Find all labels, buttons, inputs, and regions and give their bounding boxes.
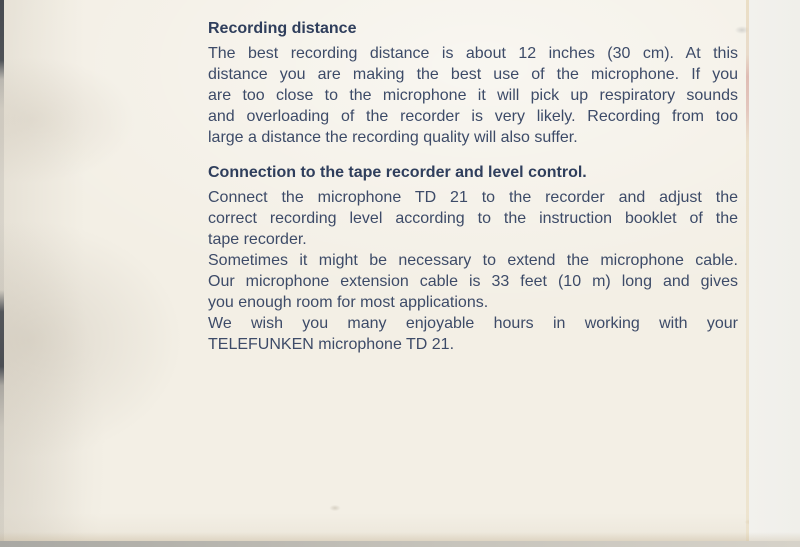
section-heading: Recording distance <box>208 20 357 37</box>
text-line: The best recording distance is about 12 inches (30 cm). At this <box>208 45 738 62</box>
adjacent-page-area <box>749 0 800 547</box>
text-line: large a distance the recording quality will also suffer. <box>208 129 578 146</box>
page-text <box>208 18 738 355</box>
paragraph <box>208 187 738 250</box>
text-line: TELEFUNKEN microphone TD 21. <box>208 336 455 353</box>
text-line: you enough room for most applications. <box>208 294 489 311</box>
text-line: Sometimes it might be necessary to extend the microphone cable. <box>208 252 738 269</box>
paragraph <box>208 43 738 148</box>
text-line: are too close to the microphone it will pick up respiratory sounds <box>208 87 738 104</box>
text-line: tape recorder. <box>208 231 307 248</box>
text-line: We wish you many enjoyable hours in working with your <box>208 315 738 332</box>
text-line: distance you are making the best use of the microphone. If you <box>208 66 738 83</box>
text-line: Our microphone extension cable is 33 feet (10 m) long and gives <box>208 273 738 290</box>
page-edge-line <box>746 0 749 547</box>
text-line: correct recording level according to the instruction booklet of the <box>208 210 738 227</box>
section <box>208 162 738 355</box>
page-bottom-shadow <box>0 532 800 541</box>
paragraph <box>208 313 738 355</box>
scan-left-edge-shadow <box>0 0 4 547</box>
section <box>208 18 738 148</box>
text-line: and overloading of the recorder is very likely. Recording from too <box>208 108 738 125</box>
scanner-bed-edge <box>0 541 800 547</box>
section-heading: Connection to the tape recorder and level control. <box>208 164 587 181</box>
text-line: Connect the microphone TD 21 to the recorder and adjust the <box>208 189 738 206</box>
paragraph <box>208 250 738 313</box>
